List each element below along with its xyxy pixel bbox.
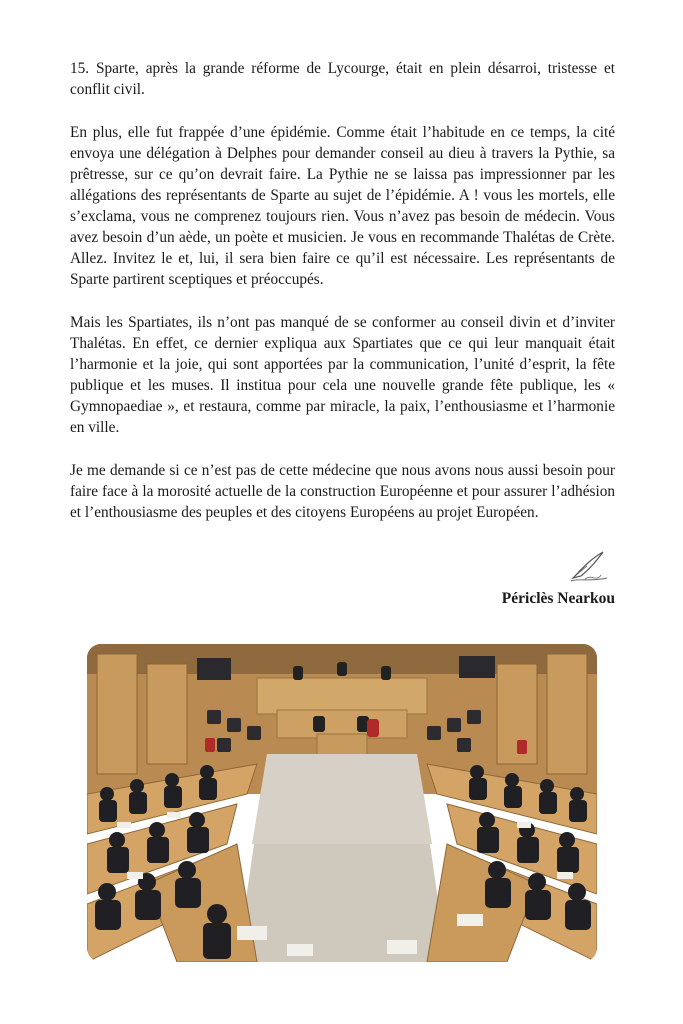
paragraph-2: En plus, elle fut frappée d’une épidémie. Comme était l’habitude en ce temps, la cité envoya une délégation à Delphes pour demander conseil au dieu à travers la Pythie, sa prêtresse, sur ce qu’on devrait faire. La Pythie ne se laissa pas impressionner par les allégations des représentants de Sparte au sujet de l’épidémie. A ! vous les mortels, elle s’exclama, vous ne comprenez toujours rien. Vous n’avez pas besoin de médecin. Vous avez besoin d’un aède, un poète et musicien. Je vous en recommande Thalétas de Crète. Allez. Invitez le et, lui, il sera bien faire ce qu’il est nécessaire. Les représentants de Sparte partirent sceptiques et préoccupés. <box>70 124 615 288</box>
quill-pen-icon <box>567 548 611 584</box>
article-body <box>70 58 615 545</box>
paragraph-3: Mais les Spartiates, ils n’ont pas manqué de se conformer au conseil divin et d’inviter Thalétas. En effet, ce dernier expliqua aux Spartiates que ce qui leur manquait était l’harmonie et la joie, qui sont apportées par la communication, l’unité d’esprit, la fête publique et les muses. Il institua pour cela une nouvelle grande fête publique, les « Gymnopaediae », et restaura, comme par miracle, la paix, l’enthousiasme et l’harmonie en ville. <box>70 314 615 436</box>
signature-block <box>435 548 615 608</box>
paragraph-1: 15. Sparte, après la grande réforme de Lycourge, était en plein désarroi, tristesse et conflit civil. <box>70 60 615 98</box>
parliament-chamber-photo <box>87 644 597 962</box>
author-name: Périclès Nearkou <box>501 590 615 607</box>
paragraph-4: Je me demande si ce n’est pas de cette médecine que nous avons nous aussi besoin pour faire face à la morosité actuelle de la construction Européenne et pour assurer l’adhésion et l’enthousiasme des peuples et des citoyens Européens au projet Européen. <box>70 462 615 521</box>
